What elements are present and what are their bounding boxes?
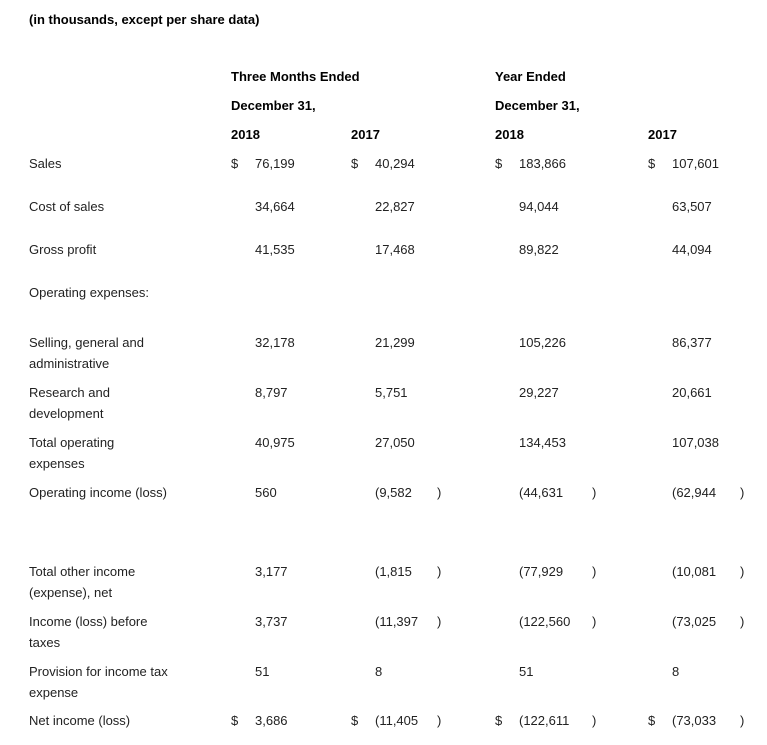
cell-value: (122,560: [519, 614, 571, 629]
cell-value: (10,081: [672, 564, 717, 579]
negative-close-paren: ): [437, 713, 442, 728]
currency-symbol: $: [231, 156, 239, 171]
currency-symbol: $: [351, 156, 359, 171]
cell-value: 44,094: [672, 242, 712, 257]
negative-close-paren: ): [437, 564, 442, 579]
currency-symbol: $: [495, 713, 503, 728]
negative-close-paren: ): [740, 713, 745, 728]
row-label: Total operating expenses: [29, 435, 115, 471]
cell-value: (62,944: [672, 485, 717, 500]
cell-value: (44,631: [519, 485, 564, 500]
cell-value: 3,177: [255, 564, 288, 579]
negative-close-paren: ): [592, 713, 597, 728]
cell-value: 34,664: [255, 199, 295, 214]
cell-value: 51: [519, 664, 534, 679]
cell-value: 3,737: [255, 614, 288, 629]
cell-value: 22,827: [375, 199, 415, 214]
cell-value: 29,227: [519, 385, 559, 400]
cell-value: 560: [255, 485, 277, 500]
cell-value: 8: [375, 664, 383, 679]
cell-value: 5,751: [375, 385, 408, 400]
cell-value: 20,661: [672, 385, 712, 400]
negative-close-paren: ): [592, 614, 597, 629]
currency-symbol: $: [231, 713, 239, 728]
negative-close-paren: ): [437, 614, 442, 629]
cell-value: 21,299: [375, 335, 415, 350]
row-label: Sales: [29, 156, 62, 171]
row-label: Net income (loss): [29, 713, 131, 728]
cell-value: 3,686: [255, 713, 288, 728]
negative-close-paren: ): [437, 485, 442, 500]
cell-value: 41,535: [255, 242, 295, 257]
row-label: Gross profit: [29, 242, 97, 257]
cell-value: 94,044: [519, 199, 559, 214]
cell-value: 107,601: [672, 156, 719, 171]
row-label: Operating expenses:: [29, 285, 149, 300]
cell-value: 40,975: [255, 435, 295, 450]
cell-value: (11,397: [375, 614, 419, 629]
cell-value: 8,797: [255, 385, 288, 400]
negative-close-paren: ): [740, 564, 745, 579]
header-three-months: Three Months Ended: [231, 69, 360, 84]
cell-value: 107,038: [672, 435, 719, 450]
row-label: Provision for income tax expense: [29, 664, 168, 700]
table-caption: (in thousands, except per share data): [29, 12, 260, 27]
negative-close-paren: ): [740, 614, 745, 629]
header-year-col: 2018: [495, 127, 524, 142]
currency-symbol: $: [648, 713, 656, 728]
header-year-date: December 31,: [495, 98, 580, 113]
cell-value: 40,294: [375, 156, 415, 171]
row-label: Research and development: [29, 385, 110, 421]
header-three-months-date: December 31,: [231, 98, 316, 113]
row-label: Total other income (expense), net: [29, 564, 136, 600]
row-label: Operating income (loss): [29, 485, 167, 500]
cell-value: 76,199: [255, 156, 295, 171]
row-label: Income (loss) before taxes: [29, 614, 148, 650]
cell-value: (122,611: [519, 713, 570, 728]
cell-value: 27,050: [375, 435, 415, 450]
cell-value: (73,033: [672, 713, 717, 728]
negative-close-paren: ): [740, 485, 745, 500]
cell-value: (77,929: [519, 564, 564, 579]
cell-value: (1,815: [375, 564, 412, 579]
currency-symbol: $: [495, 156, 503, 171]
cell-value: 134,453: [519, 435, 566, 450]
cell-value: 105,226: [519, 335, 566, 350]
cell-value: (9,582: [375, 485, 412, 500]
header-year-col: 2018: [231, 127, 260, 142]
negative-close-paren: ): [592, 485, 597, 500]
cell-value: 17,468: [375, 242, 415, 257]
currency-symbol: $: [351, 713, 359, 728]
cell-value: 32,178: [255, 335, 295, 350]
row-label: Cost of sales: [29, 199, 105, 214]
header-year-col: 2017: [351, 127, 380, 142]
cell-value: (11,405: [375, 713, 419, 728]
header-year: Year Ended: [495, 69, 566, 84]
currency-symbol: $: [648, 156, 656, 171]
cell-value: (73,025: [672, 614, 717, 629]
negative-close-paren: ): [592, 564, 597, 579]
cell-value: 183,866: [519, 156, 566, 171]
cell-value: 51: [255, 664, 270, 679]
cell-value: 63,507: [672, 199, 712, 214]
cell-value: 89,822: [519, 242, 559, 257]
cell-value: 86,377: [672, 335, 712, 350]
cell-value: 8: [672, 664, 680, 679]
row-label: Selling, general and administrative: [29, 335, 144, 371]
header-year-col: 2017: [648, 127, 677, 142]
